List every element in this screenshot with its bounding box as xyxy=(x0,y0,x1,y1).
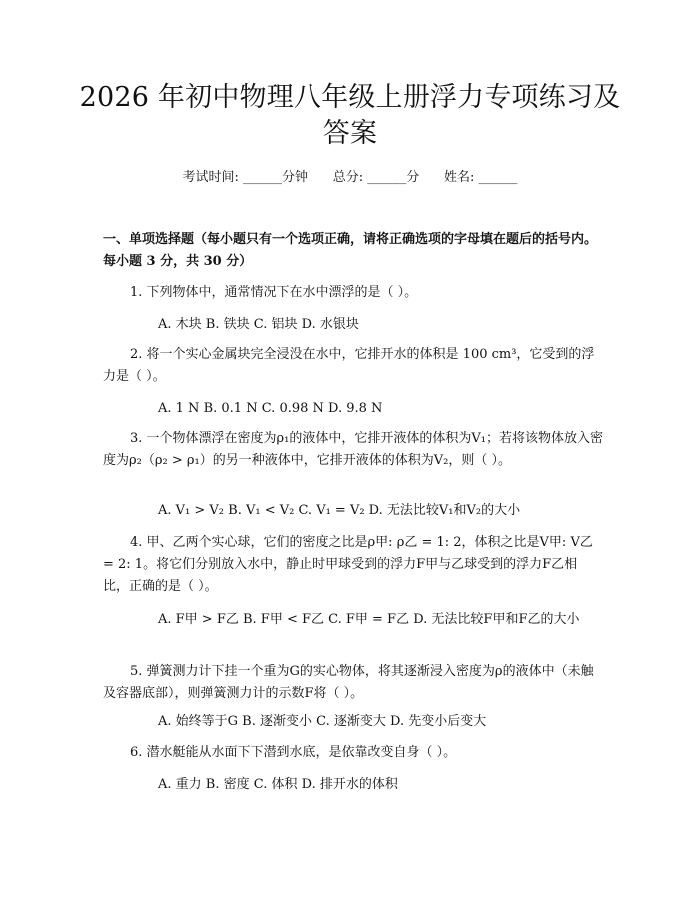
question-6-options: A. 重力 B. 密度 C. 体积 D. 排开水的体积 xyxy=(158,777,398,792)
question-3-stem: 3. 一个物体漂浮在密度为ρ₁的液体中，它排开液体的体积为V₁；若将该物体放入密度为ρ₂（ρ₂ > ρ₁）的另一种液体中，它排开液体的体积为V₂，则（ ）。 xyxy=(103,431,603,468)
question-2-stem: 2. 将一个实心金属块完全浸没在水中，它排开水的体积是 100 cm³，它受到的浮力是（ ）。 xyxy=(103,347,595,384)
question-5-options: A. 始终等于G B. 逐渐变小 C. 逐渐变大 D. 先变小后变大 xyxy=(158,714,487,729)
question-3-options: A. V₁ > V₂ B. V₁ < V₂ C. V₁ = V₂ D. 无法比较V₁和V₂的大小 xyxy=(158,503,521,518)
question-4-stem: 4. 甲、乙两个实心球，它们的密度之比是ρ甲: ρ乙 = 1: 2，体积之比是V甲: V乙 = 2: 1。将它们分别放入水中，静止时甲球受到的浮力F甲与乙球受到的浮力F乙相比，正确的是（ ）。 xyxy=(103,535,593,594)
question-6-stem: 6. 潜水艇能从水面下下潜到水底，是依靠改变自身（ ）。 xyxy=(130,745,457,760)
section-heading: 一、单项选择题（每小题只有一个选项正确，请将正确选项的字母填在题后的括号内。每小题 3 分，共 30 分） xyxy=(103,232,598,269)
question-1-options: A. 木块 B. 铁块 C. 铝块 D. 水银块 xyxy=(158,317,359,332)
question-1-stem: 1. 下列物体中，通常情况下在水中漂浮的是（ ）。 xyxy=(130,285,418,300)
exam-info-line: 考试时间: ______分钟 总分: ______分 姓名: ______ xyxy=(182,170,518,185)
question-4-options: A. F甲 > F乙 B. F甲 < F乙 C. F甲 = F乙 D. 无法比较F甲和F乙的大小 xyxy=(158,612,580,627)
question-2-options: A. 1 N B. 0.1 N C. 0.98 N D. 9.8 N xyxy=(158,401,383,416)
question-5-stem: 5. 弹簧测力计下挂一个重为G的实心物体，将其逐渐浸入密度为ρ的液体中（未触及容器底部），则弹簧测力计的示数F将（ ）。 xyxy=(103,664,594,701)
document-title: 2026 年初中物理八年级上册浮力专项练习及答案 xyxy=(79,82,621,149)
